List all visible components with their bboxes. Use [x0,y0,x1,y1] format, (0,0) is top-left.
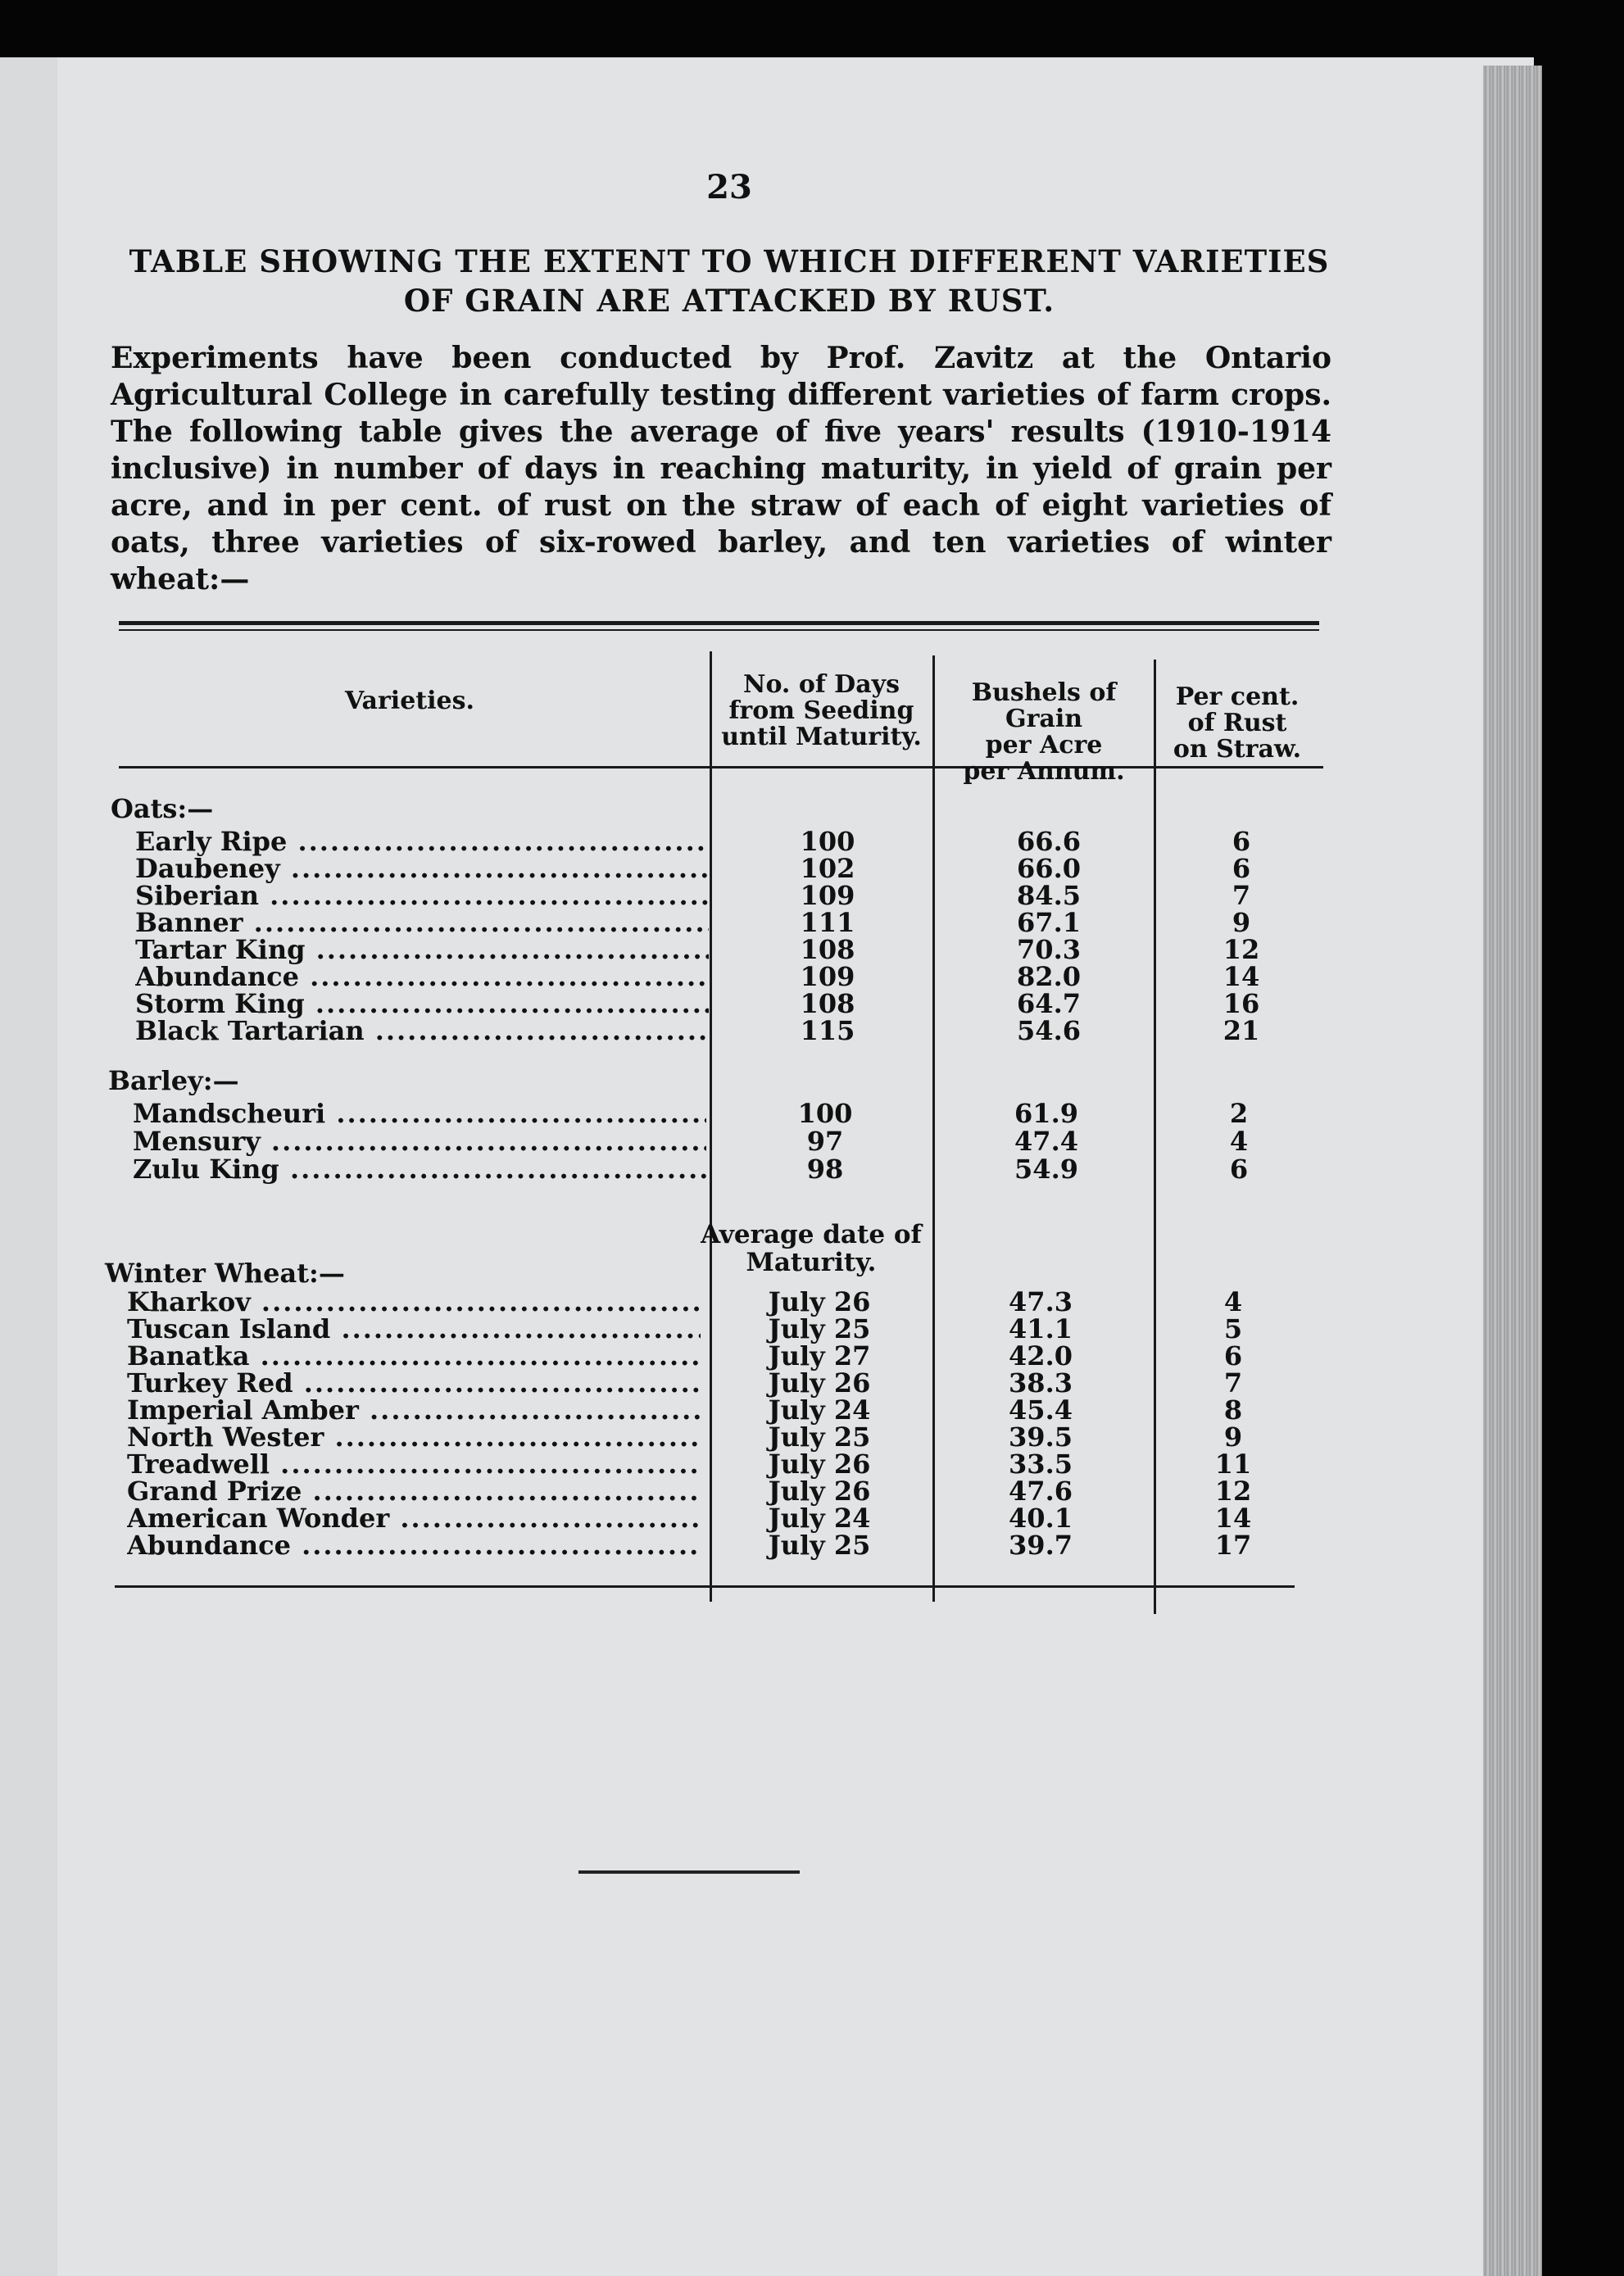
rust-value: 6 [1232,853,1251,884]
rust-value: 9 [1232,907,1251,938]
variety-name: Mandscheuri ..... [133,1098,706,1129]
bushels-value: 82.0 [1017,961,1081,992]
page-number: 23 [706,168,752,206]
variety-name: Mensury ..... [133,1126,706,1157]
header-bushels [934,680,1154,785]
header-days [713,672,930,750]
header-rust-line-2: of Rust [1187,709,1287,737]
header-rust [1155,684,1319,763]
header-days-line-1: No. of Days [743,670,900,699]
bushels-value: 45.4 [1009,1394,1073,1426]
bushels-value: 61.9 [1014,1098,1078,1129]
bushels-value: 64.7 [1017,988,1081,1019]
variety-name: Tuscan Island ..... [127,1313,701,1344]
days-value: July 24 [768,1394,871,1426]
rust-value: 8 [1223,1394,1243,1426]
wheat-subheader-line-1: Average date of [701,1220,922,1249]
bushels-value: 47.4 [1014,1126,1078,1157]
bushels-value: 66.6 [1017,826,1081,857]
rust-value: 6 [1223,1340,1243,1371]
title-line-1: TABLE SHOWING THE EXTENT TO WHICH DIFFERENT VARIETIES [129,243,1330,279]
variety-name: Early Ripe ..... [135,826,709,857]
days-value: July 24 [768,1503,871,1534]
variety-name: Black Tartarian ..... [135,1015,709,1046]
days-value: July 27 [768,1340,871,1371]
days-value: 109 [800,880,855,911]
rust-value: 5 [1223,1313,1243,1344]
table-bottom-rule [115,1585,1295,1588]
variety-name: American Wonder ..... [127,1503,701,1534]
bushels-value: 66.0 [1017,853,1081,884]
end-rule [578,1870,800,1874]
bushels-value: 39.7 [1009,1530,1073,1561]
variety-name: Siberian ..... [135,880,709,911]
group-label-barley: Barley:— [108,1065,239,1096]
group-label-winter-wheat: Winter Wheat:— [105,1258,345,1289]
days-value: 100 [797,1098,853,1129]
wheat-subheader-line-2: Maturity. [746,1248,877,1277]
rust-value: 17 [1214,1530,1252,1561]
header-varieties: Varieties. [345,687,474,715]
days-value: 97 [806,1126,844,1157]
days-value: 102 [800,853,855,884]
variety-name: Abundance ..... [135,961,709,992]
table-title [115,242,1344,320]
rust-value: 7 [1232,880,1251,911]
days-value: July 26 [768,1449,871,1480]
days-value: 98 [806,1154,844,1185]
rust-value: 16 [1223,988,1260,1019]
rust-value: 14 [1223,961,1260,992]
header-rust-line-3: on Straw. [1173,735,1302,764]
rust-value: 12 [1223,934,1260,965]
days-value: 100 [800,826,855,857]
variety-name: Storm King ..... [135,988,709,1019]
days-value: July 26 [768,1476,871,1507]
rust-value: 14 [1214,1503,1252,1534]
variety-name: Abundance ..... [127,1530,701,1561]
bushels-value: 67.1 [1017,907,1081,938]
days-value: July 25 [768,1421,871,1453]
header-bushels-line-1: Bushels of Grain [971,678,1117,733]
table-top-rule [119,621,1319,625]
variety-name: Treadwell ..... [127,1449,701,1480]
variety-name: Kharkov ..... [127,1286,701,1317]
variety-name: Banner ..... [135,907,709,938]
rust-value: 4 [1229,1126,1249,1157]
rust-value: 12 [1214,1476,1252,1507]
bushels-value: 47.3 [1009,1286,1073,1317]
rust-value: 6 [1229,1154,1249,1185]
rust-value: 11 [1214,1449,1252,1480]
bushels-value: 38.3 [1009,1367,1073,1399]
variety-name: Imperial Amber ..... [127,1394,701,1426]
variety-name: North Wester ..... [127,1421,701,1453]
rust-value: 21 [1223,1015,1260,1046]
variety-name: Zulu King ..... [133,1154,706,1185]
rust-value: 4 [1223,1286,1243,1317]
wheat-subheader [696,1221,926,1276]
days-value: 109 [800,961,855,992]
header-bushels-line-3: per Annum. [963,757,1125,786]
scan-background [1542,57,1624,2276]
table-top-rule-thin [119,629,1319,631]
bushels-value: 54.6 [1017,1015,1081,1046]
header-rust-line-1: Per cent. [1175,682,1300,711]
bushels-value: 84.5 [1017,880,1081,911]
header-days-line-2: from Seeding [728,696,914,725]
days-value: July 25 [768,1530,871,1561]
days-value: July 26 [768,1367,871,1399]
bushels-value: 39.5 [1009,1421,1073,1453]
page-edges [1483,66,1542,2276]
days-value: 111 [800,907,855,938]
days-value: 108 [800,934,855,965]
variety-name: Turkey Red ..... [127,1367,701,1399]
left-margin [0,57,61,2276]
bushels-value: 40.1 [1009,1503,1073,1534]
variety-name: Tartar King ..... [135,934,709,965]
group-label-oats: Oats:— [111,793,214,824]
rust-value: 6 [1232,826,1251,857]
rust-value: 9 [1223,1421,1243,1453]
rust-value: 2 [1229,1098,1249,1129]
bushels-value: 70.3 [1017,934,1081,965]
bushels-value: 42.0 [1009,1340,1073,1371]
variety-name: Grand Prize ..... [127,1476,701,1507]
header-days-line-3: until Maturity. [721,723,922,751]
variety-name: Daubeney ..... [135,853,709,884]
days-value: 115 [800,1015,855,1046]
bushels-value: 41.1 [1009,1313,1073,1344]
variety-name: Banatka ..... [127,1340,701,1371]
title-line-2: OF GRAIN ARE ATTACKED BY RUST. [403,283,1055,319]
intro-paragraph: Experiments have been conducted by Prof. Zavitz at the Ontario Agricultural College in carefully testing different varieties of farm crops. The following table gives the average of five years' results (1910-1914 inclusive) in number of days in reaching maturity, in yield of grain per acre, and in per cent. of rust on the straw of each of eight varieties of oats, three varieties of six-rowed barley, and ten varieties of winter wheat:— [111,341,1331,596]
bushels-value: 54.9 [1014,1154,1078,1185]
days-value: July 25 [768,1313,871,1344]
bushels-value: 33.5 [1009,1449,1073,1480]
days-value: July 26 [768,1286,871,1317]
days-value: 108 [800,988,855,1019]
rust-value: 7 [1223,1367,1243,1399]
header-bushels-line-2: per Acre [985,731,1103,759]
bushels-value: 47.6 [1009,1476,1073,1507]
